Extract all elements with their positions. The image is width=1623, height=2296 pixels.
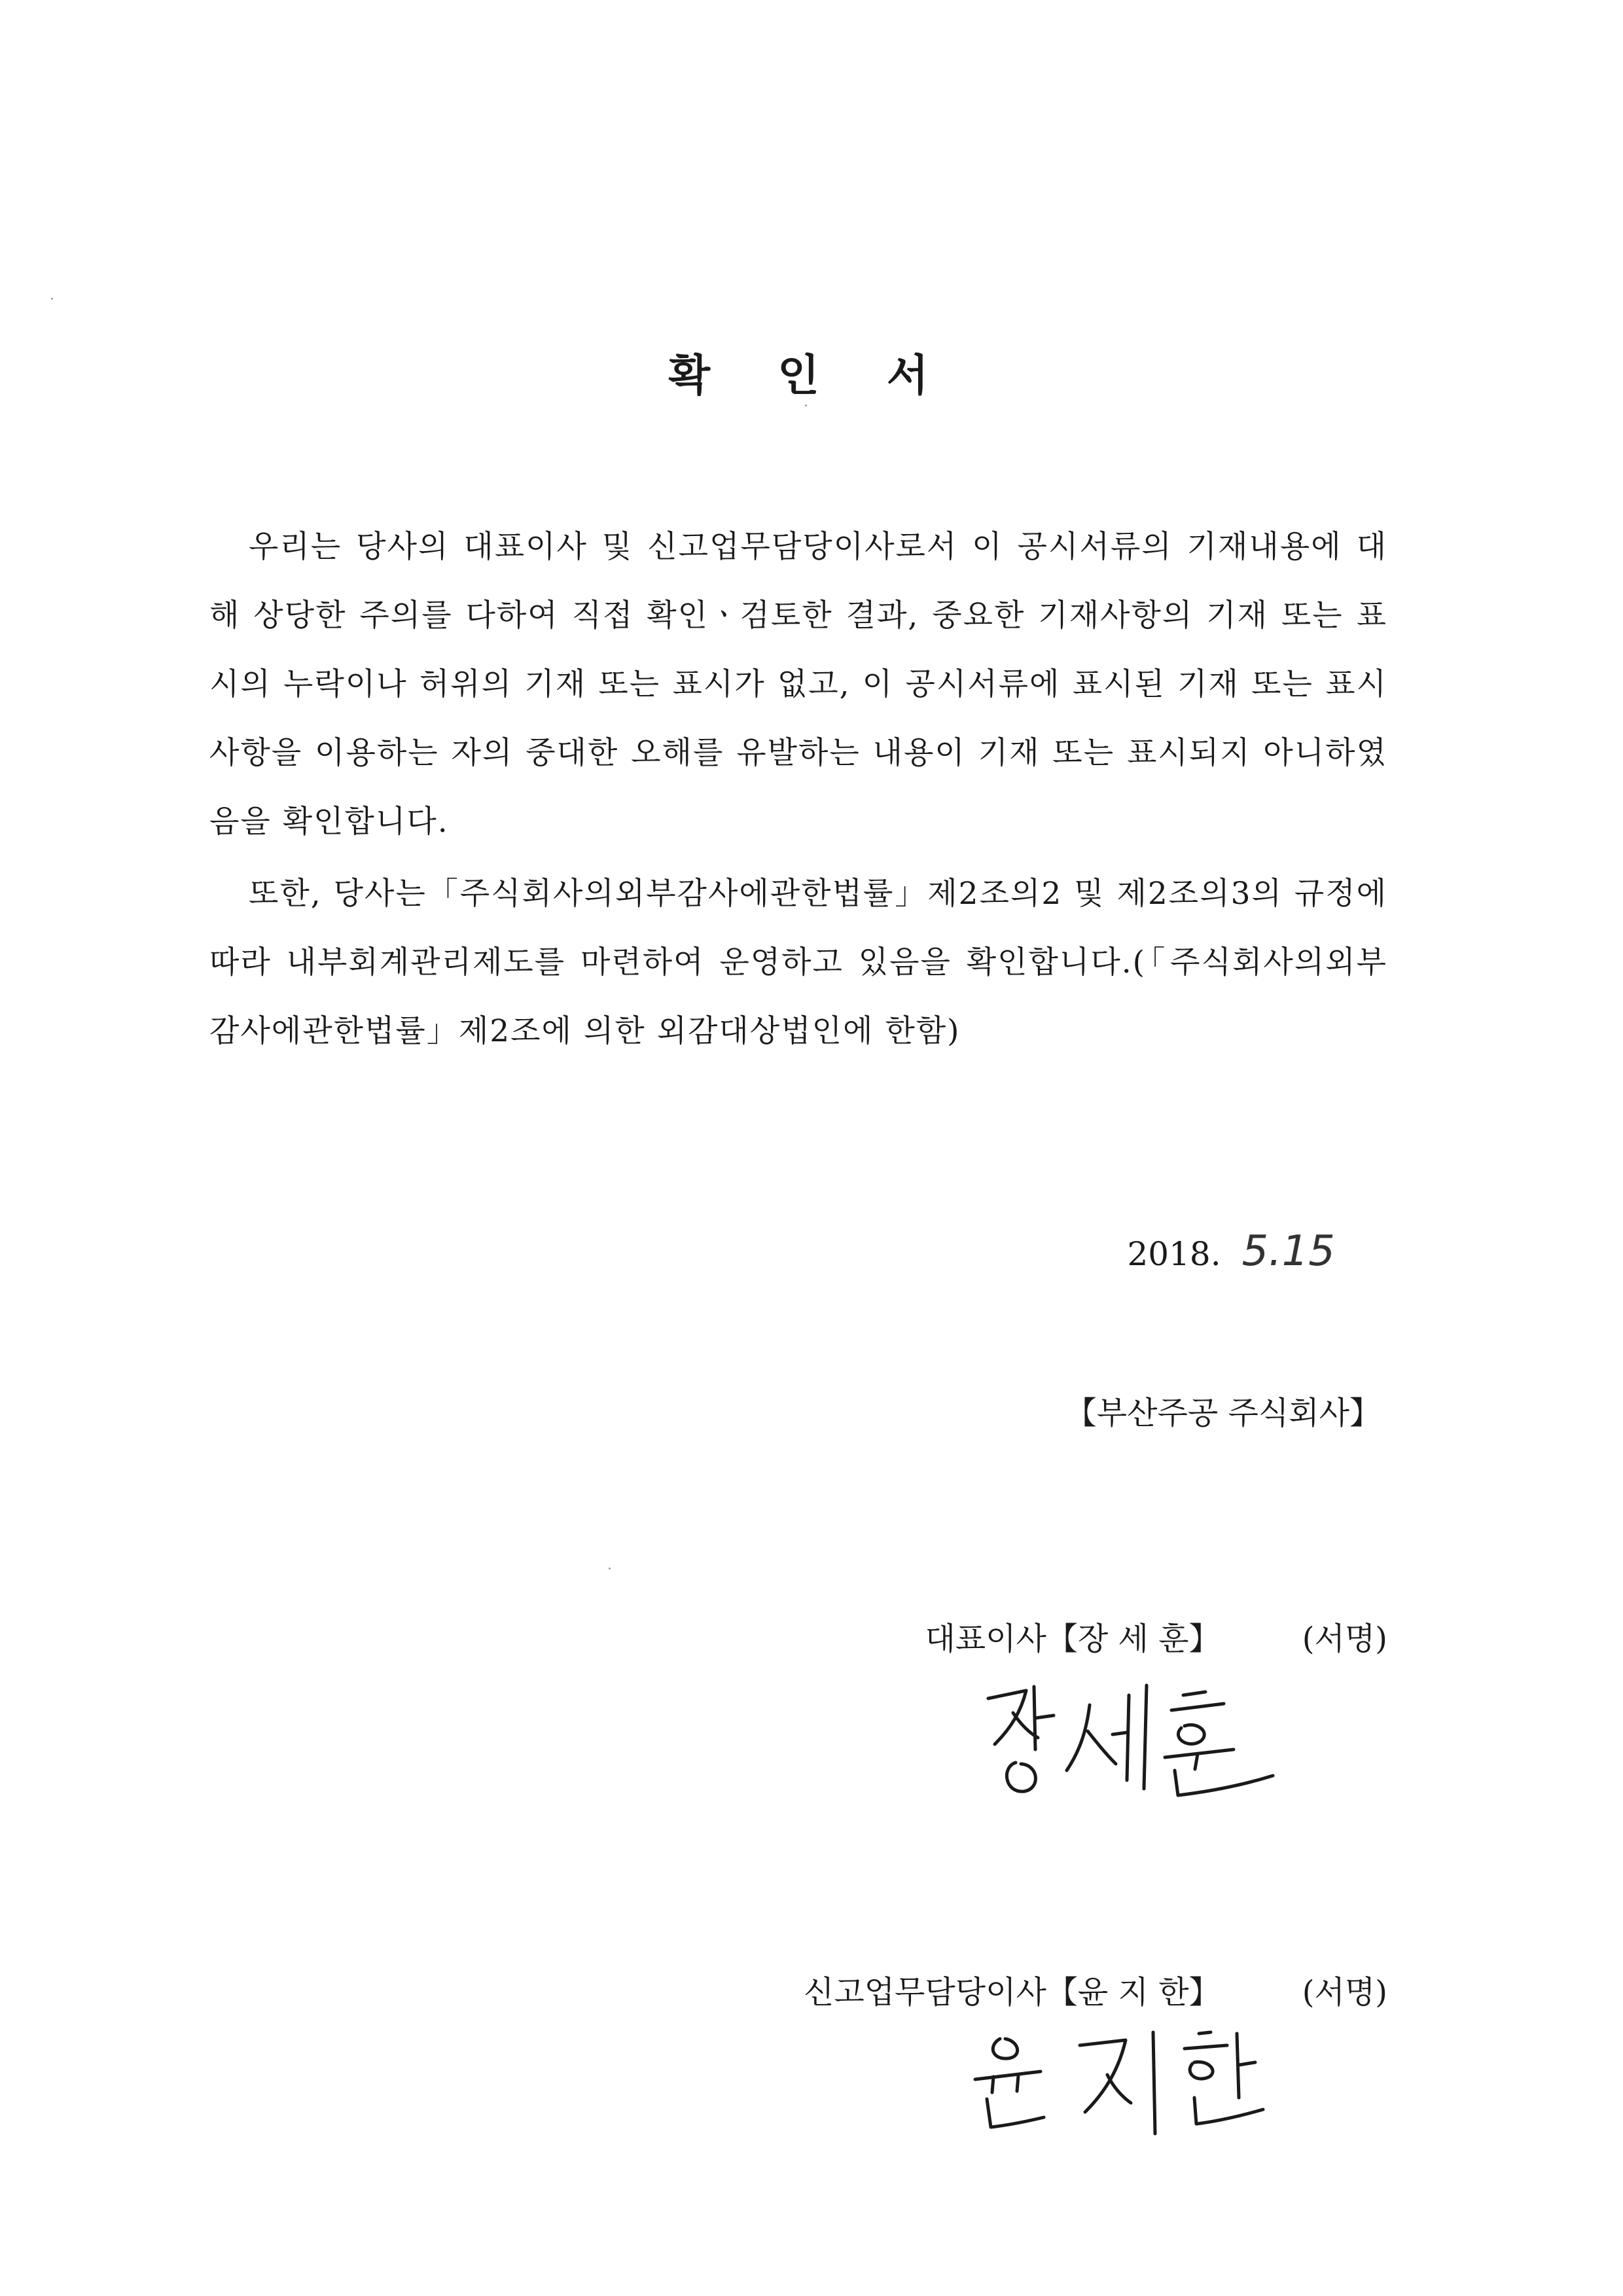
company-name: 【부산주공 주식회사】 xyxy=(1065,1395,1381,1431)
handwritten-signature-ceo xyxy=(975,1672,1283,1803)
handwritten-signature-disclosure-officer xyxy=(962,2019,1276,2150)
internal-control-paragraph: 또한, 당사는「주식회사의외부감사에관한법률」제2조의2 및 제2조의3의 규정에 따라 내부회계관리제도를 마련하여 운영하고 있음을 확인합니다.(「주식회사의외부감사에관한법률」제2조에 의한 외감대상법인에 한함) xyxy=(209,876,1387,1049)
scan-speck xyxy=(805,404,807,406)
date-printed: 2018. xyxy=(1127,1235,1221,1273)
signer-row-disclosure-officer xyxy=(804,1967,1387,2012)
date-line xyxy=(1127,1227,1335,1276)
signature-marker: (서명) xyxy=(1302,1621,1387,1657)
signature-marker: (서명) xyxy=(1302,1974,1387,2011)
signer-label: 신고업무담당이사【윤 지 한】 xyxy=(803,1974,1221,2011)
page-title: 확 인 서 xyxy=(668,350,955,401)
signer-label: 대표이사【장 세 훈】 xyxy=(925,1621,1221,1657)
signer-row-ceo xyxy=(925,1613,1387,1659)
date-handwritten: 5.15 xyxy=(1241,1227,1335,1276)
scan-speck xyxy=(609,1568,611,1570)
scan-speck xyxy=(51,298,53,300)
confirmation-paragraph: 우리는 당사의 대표이사 및 신고업무담당이사로서 이 공시서류의 기재내용에 대해 상당한 주의를 다하여 직접 확인ㆍ검토한 결과, 중요한 기재사항의 기재 또는 표시의 누락이나 허위의 기재 또는 표시가 없고, 이 공시서류에 표시된 기재 또는 표시사항을 이용하는 자의 중대한 오해를 유발하는 내용이 기재 또는 표시되지 아니하였음을 확인합니다. xyxy=(209,529,1387,840)
